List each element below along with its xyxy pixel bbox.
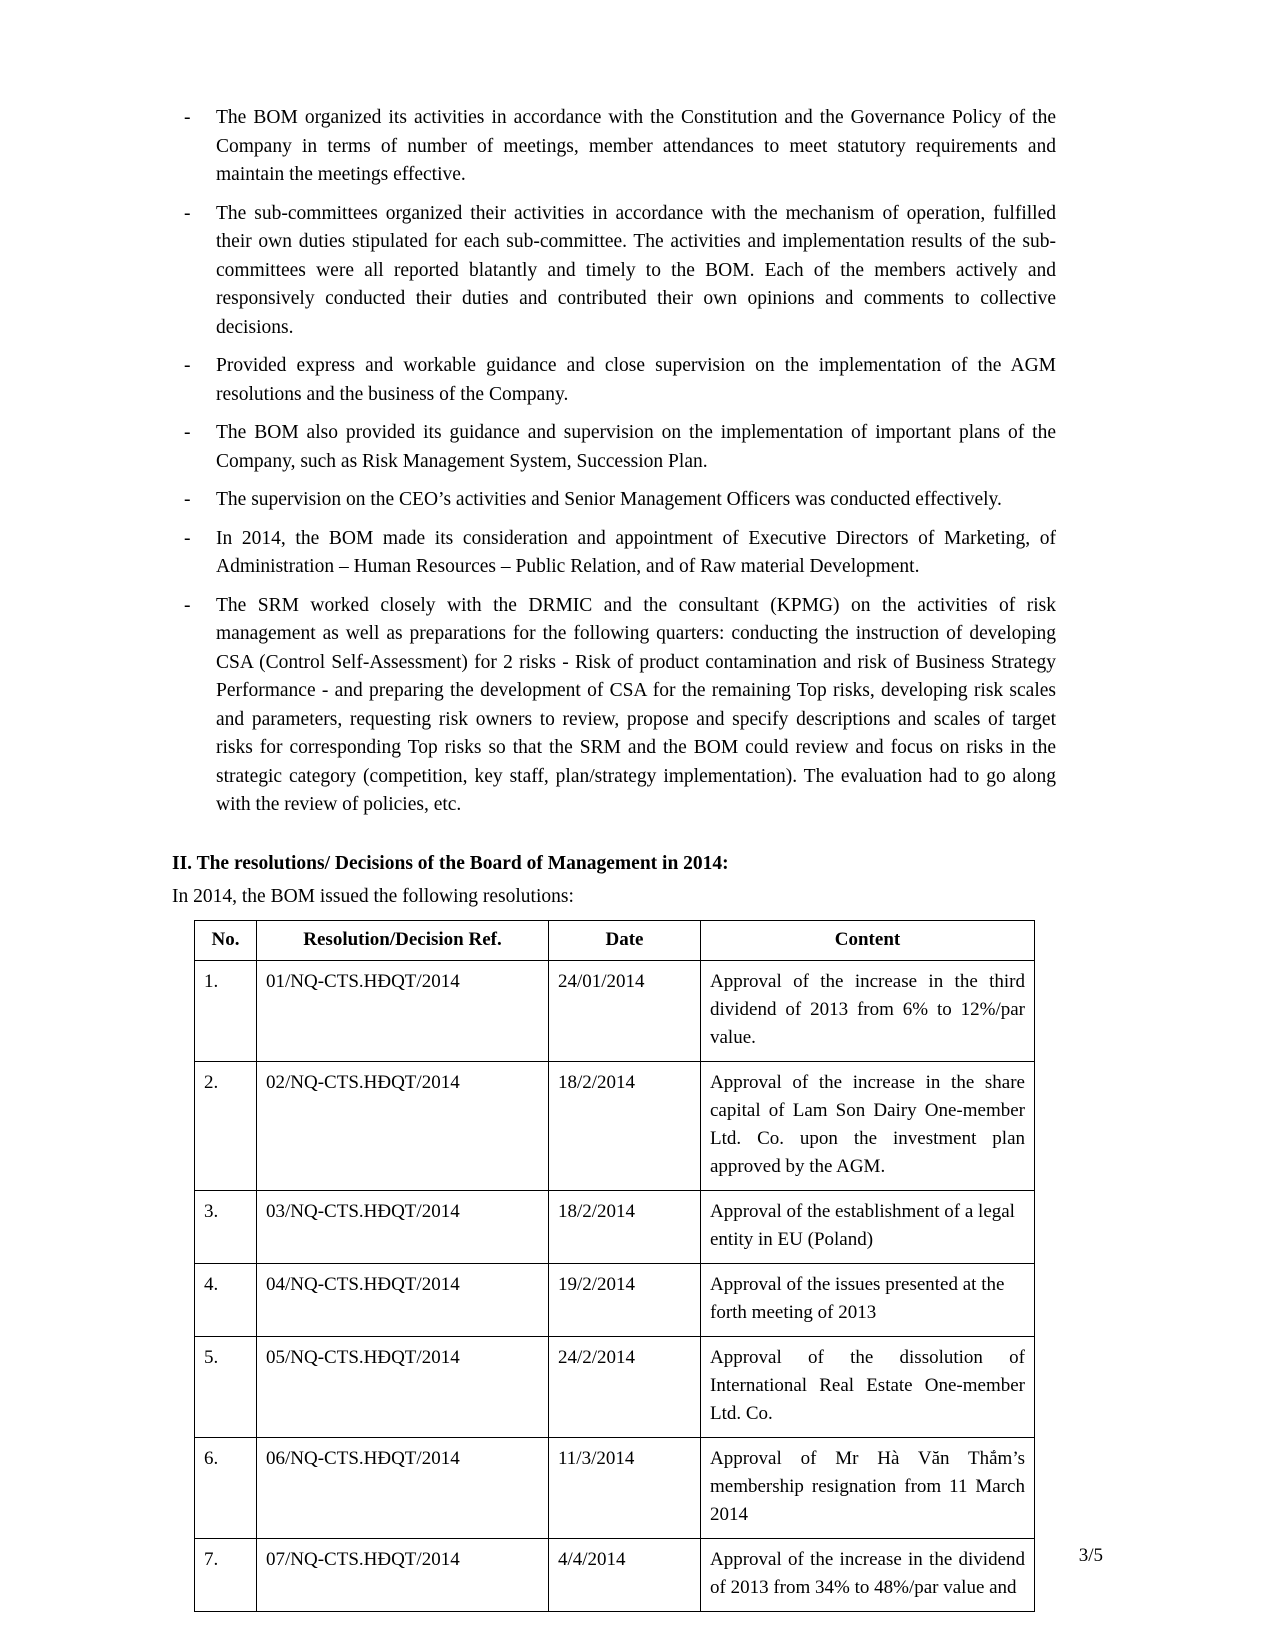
table-cell-no: 7.	[195, 1538, 257, 1611]
bullet-text: The BOM organized its activities in accordance with the Constitution and the Governance Policy of the Company in terms of number of meetings, member attendances to meet statutory requirements and maintain the meetings effective.	[216, 107, 1056, 185]
section-heading-ii: II. The resolutions/ Decisions of the Board of Management in 2014:	[172, 852, 729, 874]
table-cell-ref: 01/NQ-CTS.HĐQT/2014	[257, 960, 549, 1061]
table-cell-date: 18/2/2014	[549, 1190, 701, 1263]
table-header-row	[195, 920, 1035, 960]
table-cell-content: Approval of the increase in the dividend of 2013 from 34% to 48%/par value and	[701, 1538, 1035, 1611]
bullet-text: The BOM also provided its guidance and supervision on the implementation of important plans of the Company, such as Risk Management System, Succession Plan.	[216, 422, 1056, 472]
table-cell-date: 24/01/2014	[549, 960, 701, 1061]
table-cell-ref: 04/NQ-CTS.HĐQT/2014	[257, 1263, 549, 1336]
table-row	[195, 1437, 1035, 1538]
bullet-marker-icon: -	[184, 527, 191, 549]
resolutions-table	[194, 920, 1035, 1612]
table-cell-date: 18/2/2014	[549, 1061, 701, 1190]
table-cell-ref: 07/NQ-CTS.HĐQT/2014	[257, 1538, 549, 1611]
table-cell-ref: 03/NQ-CTS.HĐQT/2014	[257, 1190, 549, 1263]
table-cell-ref: 06/NQ-CTS.HĐQT/2014	[257, 1437, 549, 1538]
table-cell-no: 3.	[195, 1190, 257, 1263]
page-number-footer: 3/5	[1078, 1545, 1103, 1566]
table-cell-date: 11/3/2014	[549, 1437, 701, 1538]
bullet-marker-icon: -	[184, 202, 191, 224]
bullet-text: Provided express and workable guidance and close supervision on the implementation of the AGM resolutions and the business of the Company.	[216, 355, 1056, 405]
bullet-item	[172, 104, 1056, 190]
table-row	[195, 1336, 1035, 1437]
table-column-header-no: No.	[195, 920, 257, 960]
table-row	[195, 1061, 1035, 1190]
bullet-item	[172, 486, 1056, 515]
table-cell-content: Approval of the establishment of a legal entity in EU (Poland)	[701, 1190, 1035, 1263]
table-cell-content: Approval of the increase in the share capital of Lam Son Dairy One-member Ltd. Co. upon the investment plan approved by the AGM.	[701, 1061, 1035, 1190]
table-column-header-ref: Resolution/Decision Ref.	[257, 920, 549, 960]
bullet-text: In 2014, the BOM made its consideration and appointment of Executive Directors of Marketing, of Administration – Human Resources – Public Relation, and of Raw material Development.	[216, 527, 1056, 577]
bullet-item	[172, 525, 1056, 582]
bullet-item	[172, 352, 1056, 409]
bullet-marker-icon: -	[184, 594, 191, 616]
page-content	[172, 104, 1056, 1612]
table-cell-date: 19/2/2014	[549, 1263, 701, 1336]
bullet-item	[172, 592, 1056, 820]
bullet-marker-icon: -	[184, 489, 191, 510]
section-intro-text: In 2014, the BOM issued the following resolutions:	[172, 885, 574, 907]
table-row	[195, 1538, 1035, 1611]
table-row	[195, 960, 1035, 1061]
bullet-item	[172, 200, 1056, 343]
table-row	[195, 1190, 1035, 1263]
table-cell-no: 1.	[195, 960, 257, 1061]
table-cell-date: 4/4/2014	[549, 1538, 701, 1611]
table-cell-content: Approval of the increase in the third dividend of 2013 from 6% to 12%/par value.	[701, 960, 1035, 1061]
table-cell-no: 5.	[195, 1336, 257, 1437]
table-cell-ref: 02/NQ-CTS.HĐQT/2014	[257, 1061, 549, 1190]
table-column-header-date: Date	[549, 920, 701, 960]
table-cell-content: Approval of the dissolution of International Real Estate One-member Ltd. Co.	[701, 1336, 1035, 1437]
bullet-text: The sub-committees organized their activities in accordance with the mechanism of operation, fulfilled their own duties stipulated for each sub-committee. The activities and implementation results of the sub-committees were all reported blatantly and timely to the BOM. Each of the members actively and responsively conducted their duties and contributed their own opinions and comments to collective decisions.	[216, 202, 1056, 338]
bullet-text: The supervision on the CEO’s activities and Senior Management Officers was conducted effectively.	[216, 489, 1002, 510]
resolutions-table-body	[195, 960, 1035, 1611]
bullet-marker-icon: -	[184, 355, 191, 376]
bullet-marker-icon: -	[184, 107, 191, 128]
bullet-text: The SRM worked closely with the DRMIC and the consultant (KPMG) on the activities of risk management as well as preparations for the following quarters: conducting the instruction of developing CSA (Control Self-Assessment) for 2 risks - Risk of product contamination and risk of Business Strategy Performance - and preparing the development of CSA for the remaining Top risks, developing risk scales and parameters, requesting risk owners to review, propose and specify descriptions and scales of target risks for corresponding Top risks so that the SRM and the BOM could review and focus on risks in the strategic category (competition, key staff, plan/strategy implementation). The evaluation had to go along with the review of policies, etc.	[216, 594, 1056, 815]
table-cell-no: 6.	[195, 1437, 257, 1538]
resolutions-table-head	[195, 920, 1035, 960]
table-cell-no: 4.	[195, 1263, 257, 1336]
bullet-marker-icon: -	[184, 422, 191, 443]
activities-bullet-list	[172, 104, 1056, 820]
table-cell-date: 24/2/2014	[549, 1336, 701, 1437]
table-cell-content: Approval of the issues presented at the forth meeting of 2013	[701, 1263, 1035, 1336]
table-column-header-content: Content	[701, 920, 1035, 960]
table-cell-no: 2.	[195, 1061, 257, 1190]
table-cell-content: Approval of Mr Hà Văn Thắm’s membership resignation from 11 March 2014	[701, 1437, 1035, 1538]
table-row	[195, 1263, 1035, 1336]
bullet-item	[172, 419, 1056, 476]
table-cell-ref: 05/NQ-CTS.HĐQT/2014	[257, 1336, 549, 1437]
